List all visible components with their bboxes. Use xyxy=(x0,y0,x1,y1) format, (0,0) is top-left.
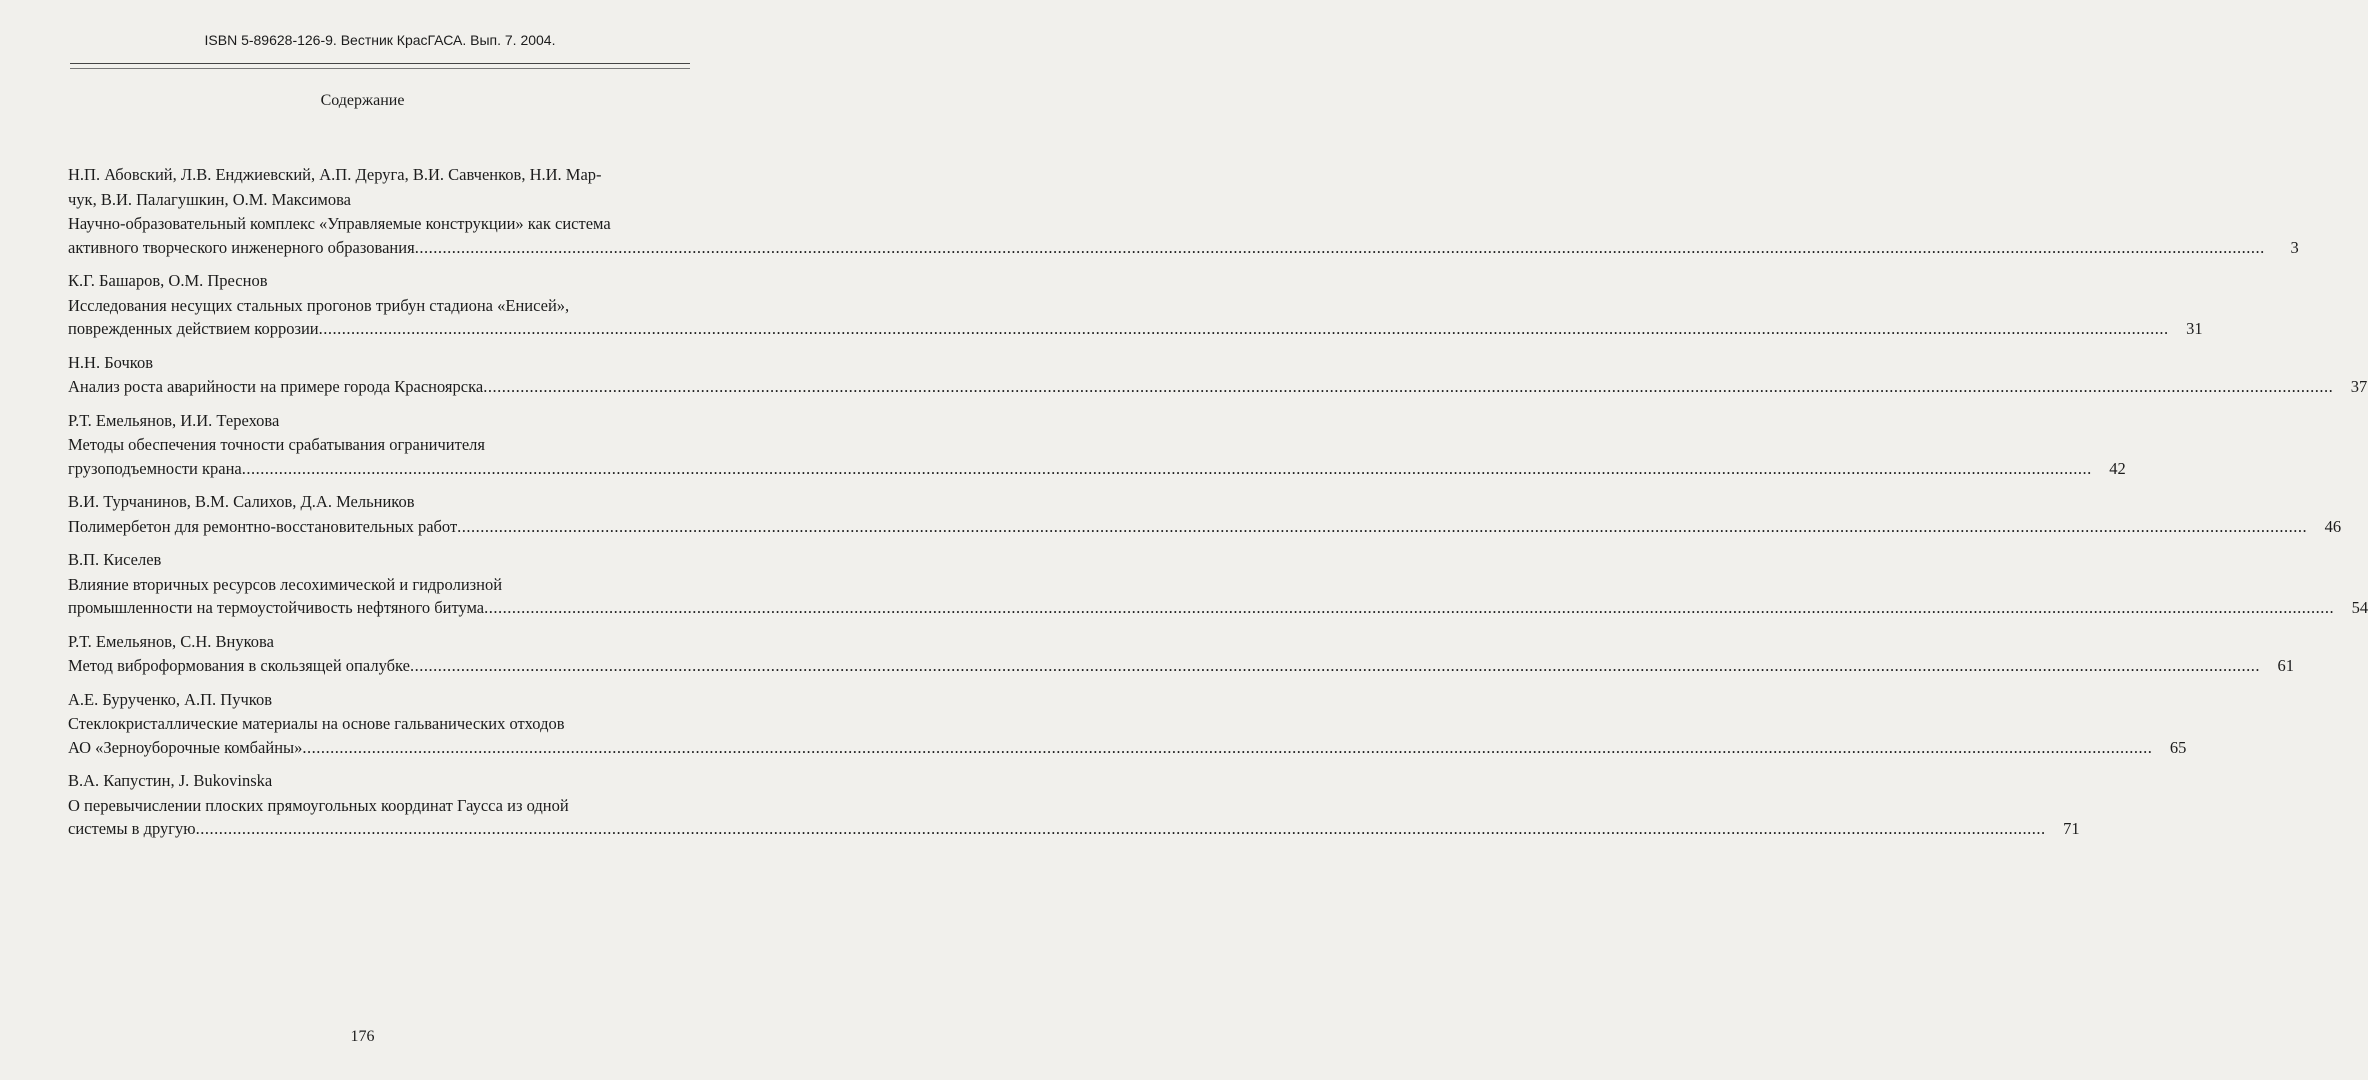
entry-spacer xyxy=(68,399,684,409)
toc-entry-title-line xyxy=(68,817,2080,841)
toc-entry-title: Исследования несущих стальных прогонов трибун стадиона «Енисей», xyxy=(68,295,570,315)
toc-entry-page: 65 xyxy=(2169,737,2187,757)
toc-entry xyxy=(68,630,2294,678)
toc-entry-title: Полимербетон для ремонтно-восстановительных работ xyxy=(68,516,458,536)
toc-entry-authors: А.Е. Бурученко, А.П. Пучков xyxy=(68,689,272,709)
dot-leader: ................................................................................................................................................................................................................................................................................................................................................................................................................ xyxy=(484,598,2335,617)
toc-entry xyxy=(68,490,2342,538)
toc-entry-title: Метод виброформования в скользящей опалубке xyxy=(68,656,410,675)
dot-leader: ................................................................................................................................................................................................................................................................................................................................................................................................................ xyxy=(414,237,2265,257)
toc-entry xyxy=(68,688,2187,760)
toc-entry-authors: В.И. Турчанинов, В.М. Салихов, Д.А. Мельников xyxy=(68,492,415,511)
toc-entry-page: 61 xyxy=(2277,656,2294,675)
dot-leader: ................................................................................................................................................................................................................................................................................................................................................................................................................ xyxy=(457,516,2308,536)
toc-entry-page: 71 xyxy=(2063,819,2080,838)
toc-entry-authors: Р.Т. Емельянов, И.И. Терехова xyxy=(68,410,280,430)
dot-leader: ................................................................................................................................................................................................................................................................................................................................................................................................................ xyxy=(318,319,2169,338)
toc-entry-title-line xyxy=(68,654,2294,678)
toc-entry-title: системы в другую xyxy=(68,819,196,838)
entry-spacer xyxy=(68,259,684,269)
toc-entry xyxy=(68,351,2368,399)
toc-entry-authors: чук, В.И. Палагушкин, О.М. Максимова xyxy=(68,189,352,209)
toc-entry-title: промышленности на термоустойчивость нефтяного битума xyxy=(68,598,485,617)
entry-spacer xyxy=(68,341,684,351)
toc-entry-title-line xyxy=(68,515,2342,539)
toc-entry xyxy=(68,769,2080,841)
toc-entry-title: Влияние вторичных ресурсов лесохимической и гидролизной xyxy=(68,574,503,594)
toc-entry-title-line xyxy=(68,236,2299,260)
toc-entry-title: Стеклокристаллические материалы на основе гальванических отходов xyxy=(68,714,565,733)
entry-spacer xyxy=(68,678,684,688)
toc-entry-title: АО «Зерноуборочные комбайны» xyxy=(68,737,303,757)
dot-leader: ................................................................................................................................................................................................................................................................................................................................................................................................................ xyxy=(302,737,2153,757)
toc-entry-page: 3 xyxy=(2290,237,2299,257)
dot-leader: ................................................................................................................................................................................................................................................................................................................................................................................................................ xyxy=(241,458,2092,478)
toc-entry-title: О перевычислении плоских прямоугольных координат Гаусса из одной xyxy=(68,795,569,815)
header-rule-bottom xyxy=(70,68,690,69)
dot-leader: ................................................................................................................................................................................................................................................................................................................................................................................................................ xyxy=(195,819,2046,838)
toc-entry-title-line xyxy=(68,457,2126,481)
toc-entry-page: 31 xyxy=(2186,319,2203,338)
toc-entry-title: активного творческого инженерного образования xyxy=(68,237,415,257)
toc-entry xyxy=(68,163,2299,259)
dot-leader: ................................................................................................................................................................................................................................................................................................................................................................................................................ xyxy=(409,656,2260,675)
entry-spacer xyxy=(68,538,684,548)
toc-entry-authors: Н.Н. Бочков xyxy=(68,352,154,372)
toc-entry-title-line xyxy=(68,736,2187,760)
toc-entry-title: Научно-образовательный комплекс «Управляемые конструкции» как система xyxy=(68,214,611,233)
toc-entry-title-line xyxy=(68,317,2203,341)
page-number: 176 xyxy=(350,1028,375,1045)
table-of-contents xyxy=(68,163,2368,841)
toc-entry-authors: Н.П. Абовский, Л.В. Енджиевский, А.П. Деруга, В.И. Савченков, Н.И. Мар- xyxy=(68,165,602,184)
entry-spacer xyxy=(68,759,684,769)
toc-entry xyxy=(68,409,2126,481)
toc-entry-authors: В.А. Капустин, J. Bukovinska xyxy=(68,771,273,790)
toc-entry-title: поврежденных действием коррозии xyxy=(68,319,319,338)
toc-entry-page: 54 xyxy=(2351,598,2368,617)
toc-entry-title-line xyxy=(68,375,2368,399)
toc-entry-page: 37 xyxy=(2350,377,2368,396)
toc-entry-title-line xyxy=(68,596,2368,620)
toc-entry-authors: К.Г. Башаров, О.М. Преснов xyxy=(68,271,268,290)
toc-entry xyxy=(68,548,2368,620)
toc-entry-title: Методы обеспечения точности срабатывания ограничителя xyxy=(68,435,485,454)
running-header: ISBN 5-89628-126-9. Вестник КрасГАСА. Вып. 7. 2004. xyxy=(204,32,556,48)
entry-spacer xyxy=(68,480,684,490)
entry-spacer xyxy=(68,620,684,630)
dot-leader: ................................................................................................................................................................................................................................................................................................................................................................................................................ xyxy=(483,377,2334,396)
toc-entry xyxy=(68,269,2203,341)
page-title: Содержание xyxy=(320,92,405,109)
toc-entry-title: Анализ роста аварийности на примере города Красноярска xyxy=(68,377,484,396)
header-rule-top xyxy=(70,63,690,64)
toc-entry-title: грузоподъемности крана xyxy=(68,458,242,478)
toc-entry-authors: Р.Т. Емельянов, С.Н. Внукова xyxy=(68,631,274,651)
toc-entry-page: 42 xyxy=(2109,458,2126,478)
toc-entry-authors: В.П. Киселев xyxy=(68,550,162,569)
toc-entry-page: 46 xyxy=(2324,516,2342,536)
